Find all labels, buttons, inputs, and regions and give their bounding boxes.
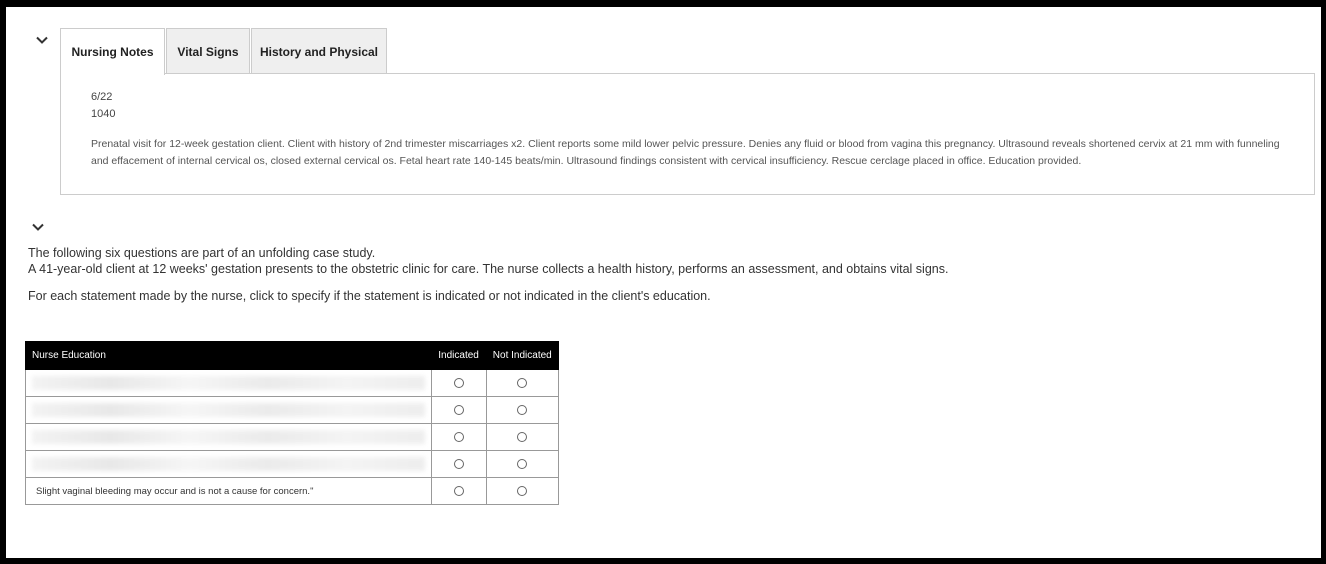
not-indicated-cell [486,451,558,478]
not-indicated-radio[interactable] [517,486,527,496]
indicated-radio[interactable] [454,432,464,442]
not-indicated-radio[interactable] [517,459,527,469]
table-row [26,424,559,451]
tab-nursing-notes[interactable]: Nursing Notes [60,28,165,75]
statement-cell: Slight vaginal bleeding may occur and is not a cause for concern." [26,478,432,505]
statement-cell [26,451,432,478]
tab-vital-signs[interactable]: Vital Signs [166,28,250,74]
case-scenario: A 41-year-old client at 12 weeks' gestation presents to the obstetric clinic for care. The nurse collects a health history, performs an assessment, and obtains vital signs. [28,262,949,276]
case-instruction: For each statement made by the nurse, click to specify if the statement is indicated or not indicated in the client's education. [28,289,711,303]
note-date: 6/22 [91,91,113,103]
education-matrix [25,341,559,505]
not-indicated-radio[interactable] [517,378,527,388]
tab-bar [60,28,388,74]
not-indicated-cell [486,397,558,424]
not-indicated-cell [486,478,558,505]
indicated-radio[interactable] [454,378,464,388]
indicated-radio[interactable] [454,459,464,469]
indicated-cell [431,397,486,424]
table-row [26,370,559,397]
table-row [26,478,559,505]
nursing-notes-panel [60,73,1315,195]
statement-cell [26,424,432,451]
indicated-cell [431,451,486,478]
indicated-radio[interactable] [454,405,464,415]
chevron-down-icon[interactable] [36,34,48,46]
not-indicated-cell [486,424,558,451]
not-indicated-cell [486,370,558,397]
case-intro: The following six questions are part of an unfolding case study. [28,246,376,260]
indicated-cell [431,370,486,397]
indicated-radio[interactable] [454,486,464,496]
indicated-cell [431,478,486,505]
statement-cell [26,397,432,424]
not-indicated-radio[interactable] [517,432,527,442]
table-header-row [26,342,559,370]
indicated-cell [431,424,486,451]
column-header-not-indicated: Not Indicated [486,342,558,370]
statement-cell [26,370,432,397]
table-row [26,397,559,424]
tab-history-and-physical[interactable]: History and Physical [251,28,387,74]
column-header-statement: Nurse Education [26,342,432,370]
note-time: 1040 [91,108,116,120]
not-indicated-radio[interactable] [517,405,527,415]
chevron-down-icon[interactable] [32,221,44,233]
page-frame [6,7,1321,558]
column-header-indicated: Indicated [431,342,486,370]
note-text: Prenatal visit for 12-week gestation client. Client with history of 2nd trimester miscarriages x2. Client reports some mild lower pelvic pressure. Denies any fluid or blood from vagina this pregnancy. Ultrasound reveals shortened cervix at 21 mm with funneling and effacement of internal cervical os, closed external cervical os. Fetal heart rate 140-145 beats/min. Ultrasound findings consistent with cervical insufficiency. Rescue cerclage placed in office. Education provided. [91,138,1280,167]
table-row [26,451,559,478]
